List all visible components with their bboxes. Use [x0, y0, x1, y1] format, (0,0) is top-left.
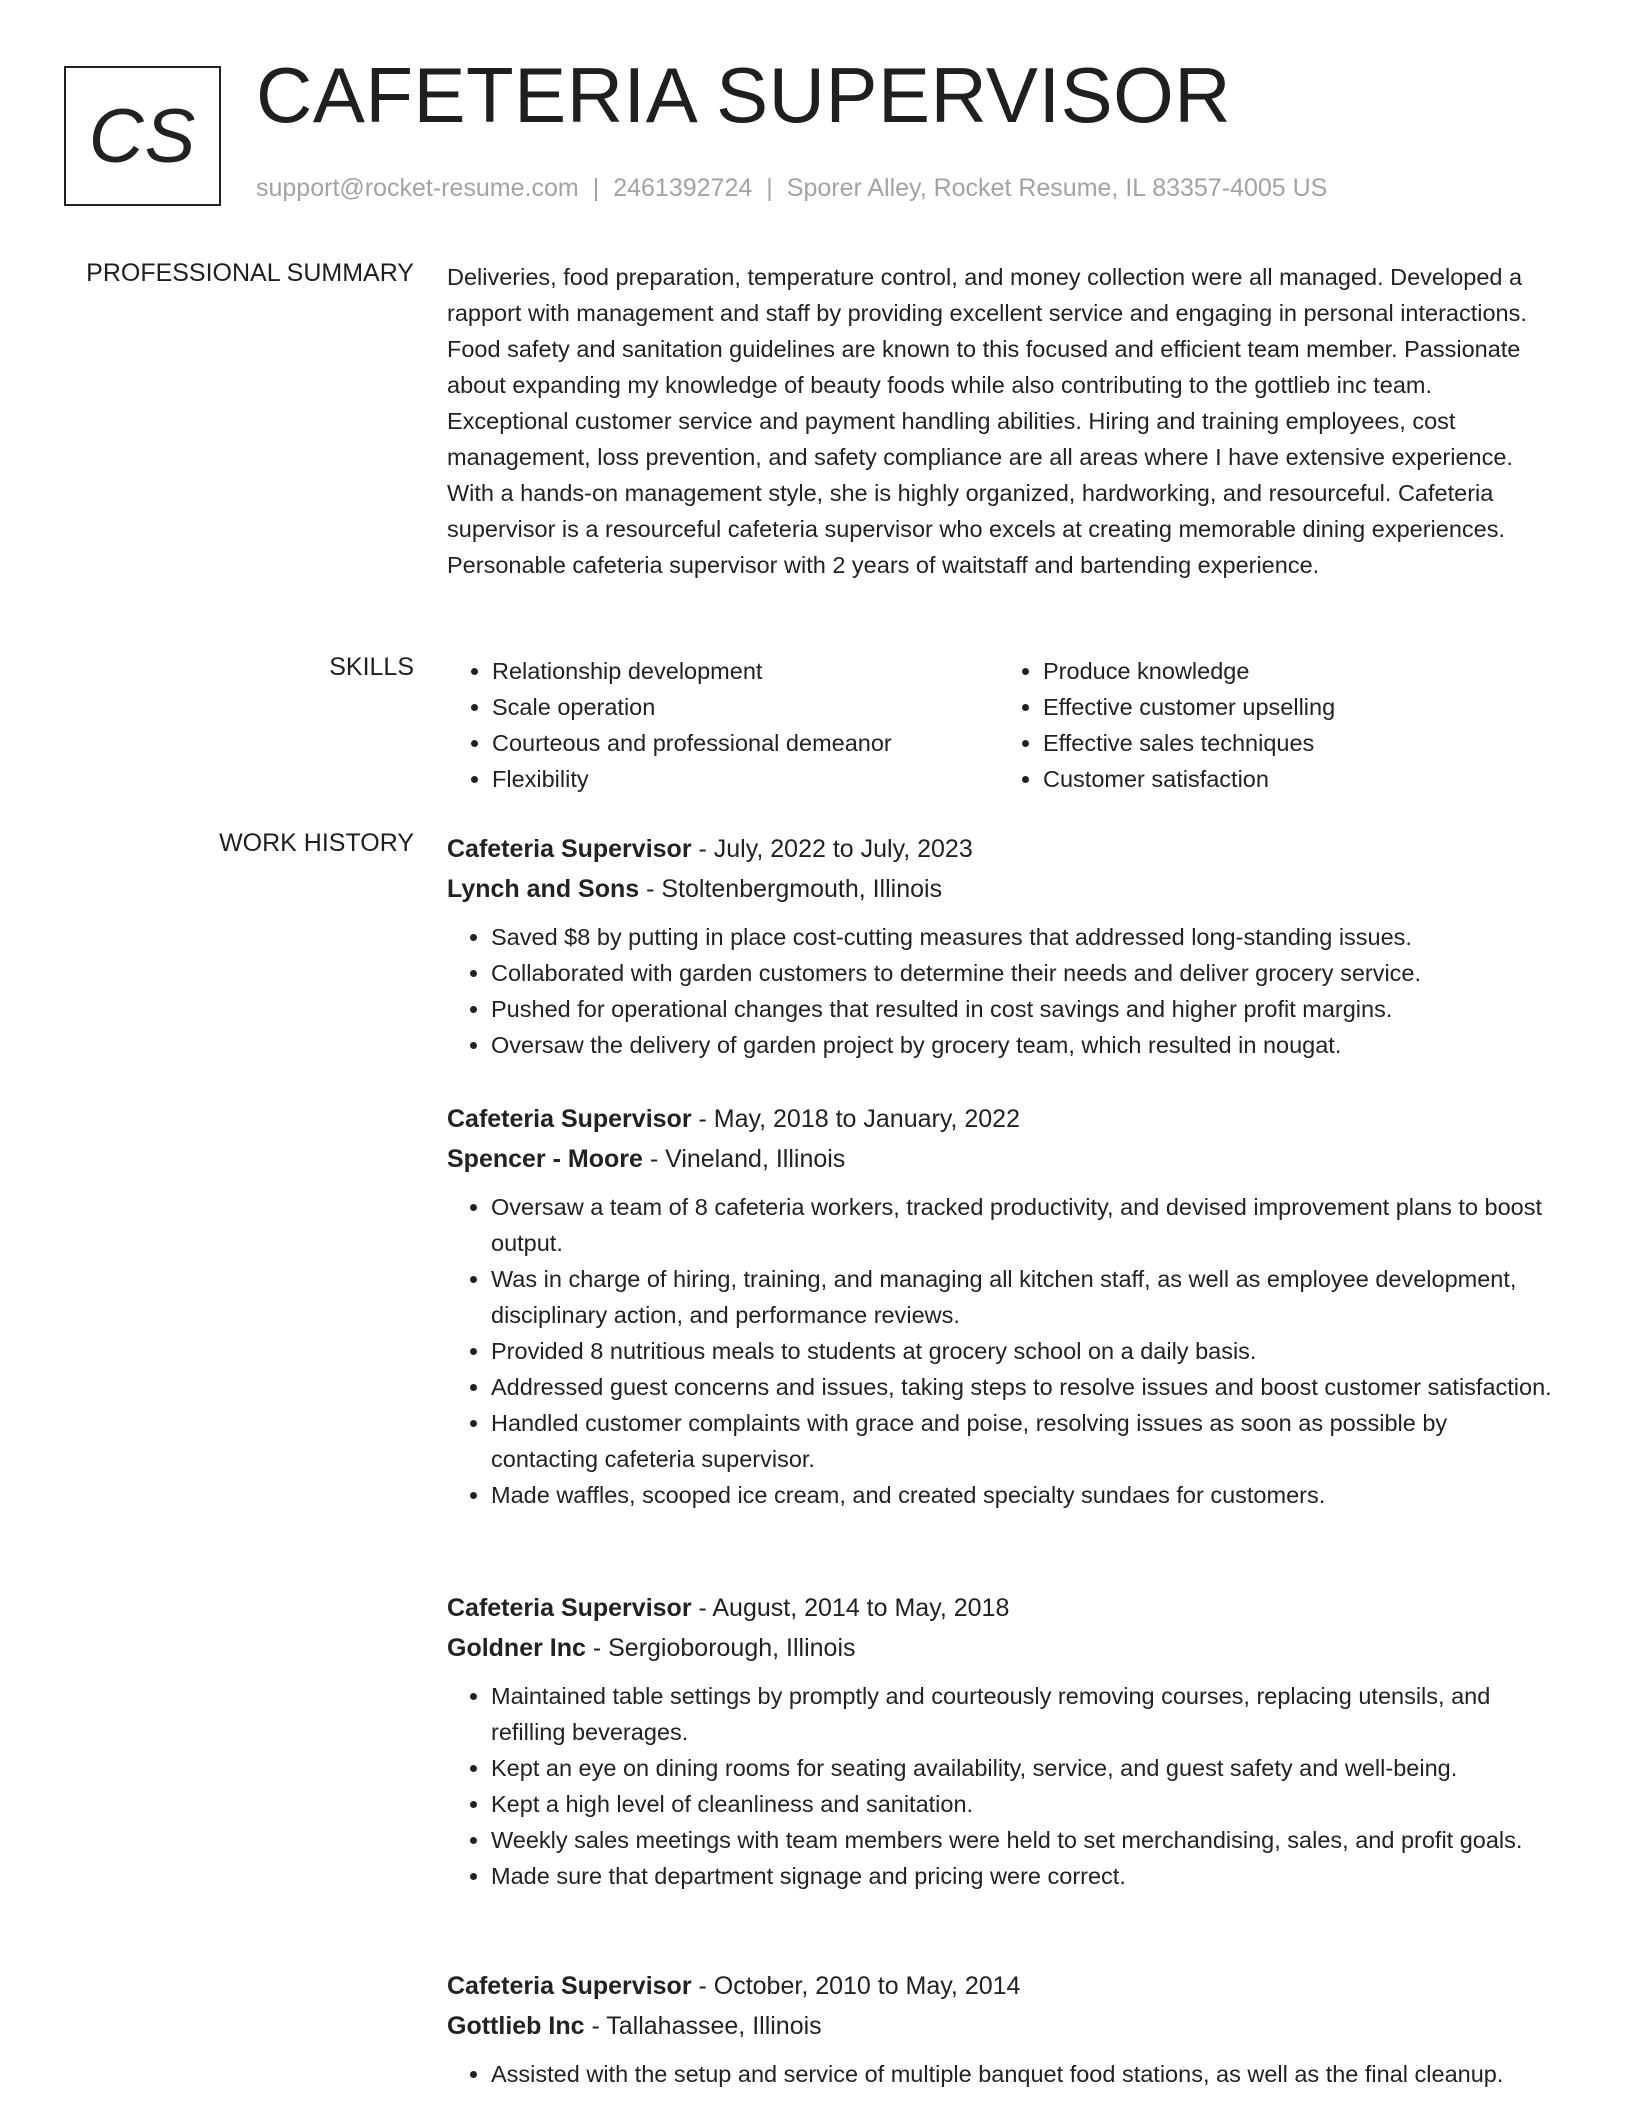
- job-company-line: [447, 869, 1557, 909]
- job-dates: - May, 2018 to January, 2022: [691, 1105, 1020, 1133]
- job-bullet: • Made sure that department signage and pricing were correct.: [491, 1858, 1557, 1894]
- job-bullet: • Was in charge of hiring, training, and managing all kitchen staff, as well as employee development, disciplinary action, and performance reviews.: [491, 1261, 1557, 1333]
- skill-item: • Courteous and professional demeanor: [492, 725, 1043, 761]
- summary-text: Deliveries, food preparation, temperature control, and money collection were all managed. Developed a rapport with management and staff by providing excellent service and engaging in personal interactions. Food safety and sanitation guidelines are known to this focused and efficient team member. Passionate about expanding my knowledge of beauty foods while also contributing to the gottlieb inc team. Exceptional customer service and payment handling abilities. Hiring and training employees, cost management, loss prevention, and safety compliance are all areas where I have extensive experience. With a hands-on management style, she is highly organized, hardworking, and resourceful. Cafeteria supervisor is a resourceful cafeteria supervisor who excels at creating memorable dining experiences. Personable cafeteria supervisor with 2 years of waitstaff and bartending experience.: [447, 264, 1527, 578]
- contact-phone: 2461392724: [613, 174, 753, 202]
- skill-item: • Relationship development: [492, 653, 1043, 689]
- skill-item: • Effective customer upselling: [1043, 689, 1543, 725]
- job-entry: [447, 1588, 1557, 1966]
- job-company-line: [447, 1139, 1557, 1179]
- job-company-line: [447, 1628, 1557, 1668]
- job-bullets: [447, 919, 1557, 1063]
- page-title: CAFETERIA SUPERVISOR: [256, 51, 1232, 139]
- job-dates: - August, 2014 to May, 2018: [691, 1594, 1010, 1622]
- job-entry: [447, 1966, 1557, 2092]
- skill-item: • Produce knowledge: [1043, 653, 1543, 689]
- job-dates: - October, 2010 to May, 2014: [691, 1972, 1021, 2000]
- section-heading-skills: SKILLS: [329, 653, 414, 681]
- job-location: - Sergioborough, Illinois: [585, 1634, 856, 1662]
- job-bullet: • Collaborated with garden customers to determine their needs and deliver grocery service.: [491, 955, 1557, 991]
- job-company: Spencer - Moore: [447, 1145, 643, 1173]
- job-title: Cafeteria Supervisor: [447, 1105, 692, 1133]
- job-bullet: • Assisted with the setup and service of multiple banquet food stations, as well as the final cleanup.: [491, 2056, 1557, 2092]
- job-title: Cafeteria Supervisor: [447, 835, 692, 863]
- job-entry: [447, 829, 1557, 1099]
- job-location: - Tallahassee, Illinois: [584, 2012, 822, 2040]
- job-bullet: • Oversaw the delivery of garden project by grocery team, which resulted in nougat.: [491, 1027, 1557, 1063]
- skill-item: • Customer satisfaction: [1043, 761, 1543, 797]
- job-bullet: • Handled customer complaints with grace and poise, resolving issues as soon as possible by contacting cafeteria supervisor.: [491, 1405, 1557, 1477]
- job-title-line: [447, 1966, 1557, 2006]
- skills-body: [447, 653, 1557, 797]
- skill-item: • Flexibility: [492, 761, 1043, 797]
- job-bullet: • Pushed for operational changes that resulted in cost savings and higher profit margins.: [491, 991, 1557, 1027]
- job-company: Goldner Inc: [447, 1634, 586, 1662]
- contact-separator: |: [766, 174, 773, 202]
- job-location: - Stoltenbergmouth, Illinois: [639, 875, 943, 903]
- job-dates: - July, 2022 to July, 2023: [691, 835, 973, 863]
- job-bullet: • Weekly sales meetings with team members were held to set merchandising, sales, and profit goals.: [491, 1822, 1557, 1858]
- job-bullet: • Kept a high level of cleanliness and sanitation.: [491, 1786, 1557, 1822]
- job-bullet: • Saved $8 by putting in place cost-cutting measures that addressed long-standing issues.: [491, 919, 1557, 955]
- job-title-line: [447, 1099, 1557, 1139]
- job-title: Cafeteria Supervisor: [447, 1972, 692, 2000]
- job-bullets: [447, 1678, 1557, 1894]
- job-entry: [447, 1099, 1557, 1588]
- skills-list: [447, 653, 1557, 797]
- section-heading-summary: PROFESSIONAL SUMMARY: [86, 259, 414, 287]
- work-history-body: [447, 829, 1557, 2092]
- contact-address: Sporer Alley, Rocket Resume, IL 83357-4005 US: [786, 174, 1328, 202]
- job-bullet: • Kept an eye on dining rooms for seating availability, service, and guest safety and well-being.: [491, 1750, 1557, 1786]
- job-title-line: [447, 829, 1557, 869]
- skill-item: • Effective sales techniques: [1043, 725, 1543, 761]
- job-bullet: • Addressed guest concerns and issues, taking steps to resolve issues and boost customer satisfaction.: [491, 1369, 1557, 1405]
- job-company: Gottlieb Inc: [447, 2012, 585, 2040]
- job-bullet: • Oversaw a team of 8 cafeteria workers, tracked productivity, and devised improvement plans to boost output.: [491, 1189, 1557, 1261]
- job-company-line: [447, 2006, 1557, 2046]
- contact-separator: |: [592, 174, 600, 202]
- skill-item: • Scale operation: [492, 689, 1043, 725]
- job-bullet: • Maintained table settings by promptly and courteously removing courses, replacing utensils, and refilling beverages.: [491, 1678, 1557, 1750]
- job-location: - Vineland, Illinois: [642, 1145, 846, 1173]
- job-title: Cafeteria Supervisor: [447, 1594, 692, 1622]
- section-heading-work-history: WORK HISTORY: [219, 829, 414, 857]
- contact-email: support@rocket-resume.com: [256, 174, 579, 202]
- contact-line: [256, 174, 1327, 203]
- job-bullet: • Made waffles, scooped ice cream, and created specialty sundaes for customers.: [491, 1477, 1557, 1513]
- job-title-line: [447, 1588, 1557, 1628]
- job-bullets: [447, 1189, 1557, 1513]
- job-bullet: • Provided 8 nutritious meals to students at grocery school on a daily basis.: [491, 1333, 1557, 1369]
- job-company: Lynch and Sons: [447, 875, 640, 903]
- monogram-badge: CS: [64, 66, 221, 206]
- job-bullets: [447, 2056, 1557, 2092]
